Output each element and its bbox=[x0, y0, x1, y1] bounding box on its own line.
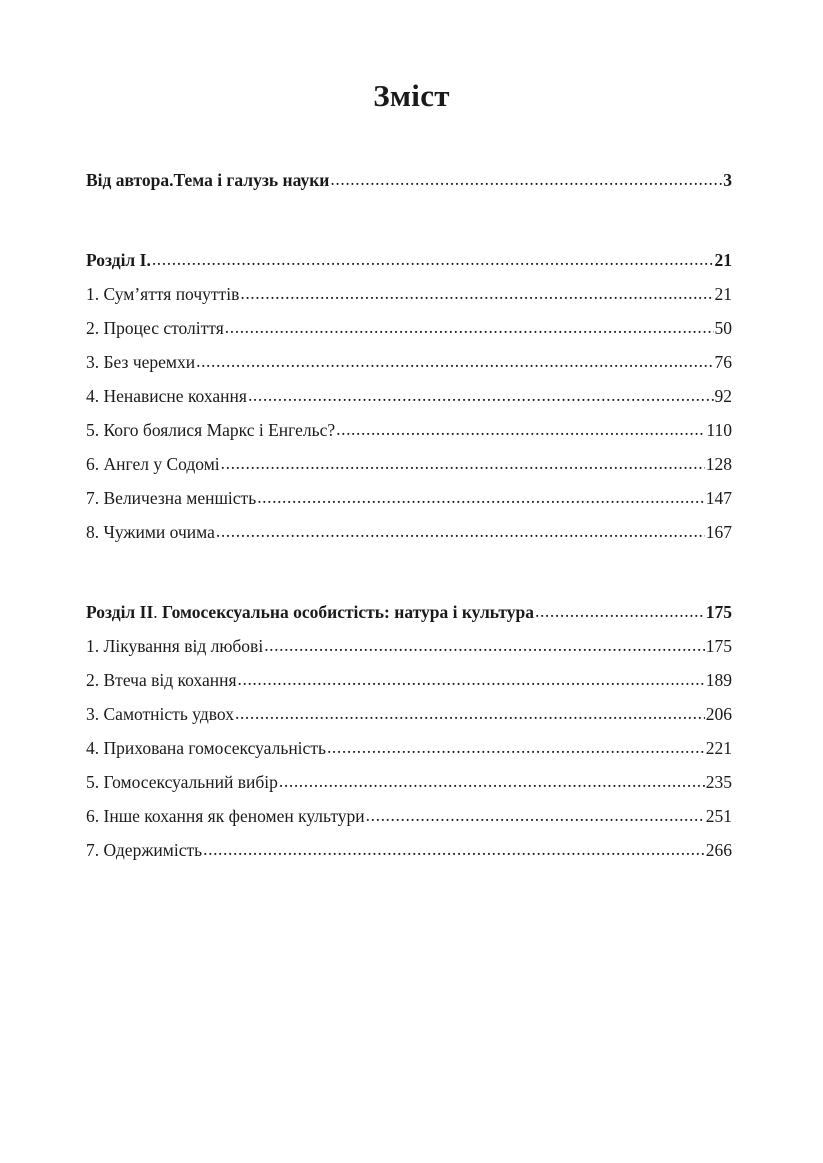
toc-page-number: 110 bbox=[706, 420, 732, 440]
toc-entry-label: Від автора.Тема і галузь науки bbox=[86, 170, 330, 190]
toc-entry[interactable] bbox=[86, 280, 732, 314]
toc-entry[interactable] bbox=[86, 450, 732, 484]
toc-entry-label bbox=[86, 598, 534, 626]
dot-leader bbox=[257, 487, 705, 505]
toc-entry-label: 3. Без черемхи bbox=[86, 352, 196, 372]
toc-page-number: 128 bbox=[705, 454, 732, 474]
toc-section-heading-2[interactable] bbox=[86, 598, 732, 632]
dot-leader bbox=[225, 317, 714, 335]
dot-leader bbox=[327, 737, 705, 755]
toc-entry-label: 5. Гомосексуальний вибір bbox=[86, 772, 278, 792]
toc-entry-label: 1. Лікування від любові bbox=[86, 636, 264, 656]
toc-entry[interactable] bbox=[86, 416, 732, 450]
toc-entry-label: 5. Кого боялися Маркс і Енгельс? bbox=[86, 420, 336, 440]
toc-page-number: 175 bbox=[705, 602, 732, 622]
dot-leader bbox=[264, 635, 705, 653]
toc-page-number: 3 bbox=[723, 170, 732, 190]
toc-entry-label: 6. Ангел у Содомі bbox=[86, 454, 220, 474]
toc-entry-label: 6. Інше кохання як феномен культури bbox=[86, 806, 365, 826]
dot-leader bbox=[238, 669, 705, 687]
toc-page-number: 251 bbox=[705, 806, 732, 826]
dot-leader bbox=[203, 839, 705, 857]
toc-section-heading-1[interactable] bbox=[86, 246, 732, 280]
toc-entry[interactable] bbox=[86, 632, 732, 666]
dot-leader bbox=[152, 249, 714, 267]
dot-leader bbox=[366, 805, 705, 823]
dot-leader bbox=[216, 521, 705, 539]
toc-entry[interactable] bbox=[86, 768, 732, 802]
section-title: Гомосексуальна особистість: натура і культура bbox=[162, 602, 534, 622]
toc-entry[interactable] bbox=[86, 314, 732, 348]
toc-entry[interactable] bbox=[86, 836, 732, 870]
table-of-contents bbox=[86, 166, 732, 870]
toc-page-number: 92 bbox=[714, 386, 732, 406]
toc-entry-label: 2. Процес століття bbox=[86, 318, 224, 338]
toc-entry-preface[interactable] bbox=[86, 166, 732, 200]
toc-page-number: 21 bbox=[714, 250, 732, 270]
toc-entry[interactable] bbox=[86, 802, 732, 836]
toc-entry[interactable] bbox=[86, 348, 732, 382]
dot-leader bbox=[248, 385, 714, 403]
dot-leader bbox=[330, 169, 722, 187]
toc-entry-label: 3. Самотність удвох bbox=[86, 704, 234, 724]
toc-entry[interactable] bbox=[86, 734, 732, 768]
toc-page-number: 50 bbox=[714, 318, 732, 338]
toc-page-number: 147 bbox=[705, 488, 732, 508]
dot-leader bbox=[196, 351, 713, 369]
toc-entry-label: 8. Чужими очима bbox=[86, 522, 215, 542]
page-title: Зміст bbox=[373, 78, 450, 113]
toc-page-number: 21 bbox=[714, 284, 732, 304]
toc-entry[interactable] bbox=[86, 518, 732, 552]
toc-page-number: 76 bbox=[714, 352, 732, 372]
toc-page-number: 266 bbox=[705, 840, 732, 860]
toc-entry[interactable] bbox=[86, 666, 732, 700]
toc-entry-label: 7. Одержимість bbox=[86, 840, 203, 860]
toc-page-number: 221 bbox=[705, 738, 732, 758]
dot-leader bbox=[279, 771, 705, 789]
toc-page-number: 175 bbox=[705, 636, 732, 656]
toc-entry-label: 4. Прихована гомосексуальність bbox=[86, 738, 326, 758]
toc-entry[interactable] bbox=[86, 382, 732, 416]
toc-entry[interactable] bbox=[86, 700, 732, 734]
toc-entry-label: 2. Втеча від кохання bbox=[86, 670, 237, 690]
toc-entry-label: 4. Ненависне кохання bbox=[86, 386, 247, 406]
dot-leader bbox=[535, 601, 705, 619]
toc-page-number: 189 bbox=[705, 670, 732, 690]
dot-leader bbox=[336, 419, 705, 437]
toc-page-number: 167 bbox=[705, 522, 732, 542]
dot-leader bbox=[235, 703, 705, 721]
toc-entry-label: 7. Величезна меншість bbox=[86, 488, 257, 508]
section-prefix: Розділ II bbox=[86, 602, 154, 622]
toc-entry-label: Розділ I. bbox=[86, 250, 151, 270]
toc-entry-label: 1. Сум’яття почуттів bbox=[86, 284, 240, 304]
toc-entry[interactable] bbox=[86, 484, 732, 518]
dot-leader bbox=[221, 453, 705, 471]
toc-page-number: 235 bbox=[705, 772, 732, 792]
dot-leader bbox=[240, 283, 713, 301]
section-separator: . bbox=[153, 602, 162, 622]
toc-page-number: 206 bbox=[705, 704, 732, 724]
